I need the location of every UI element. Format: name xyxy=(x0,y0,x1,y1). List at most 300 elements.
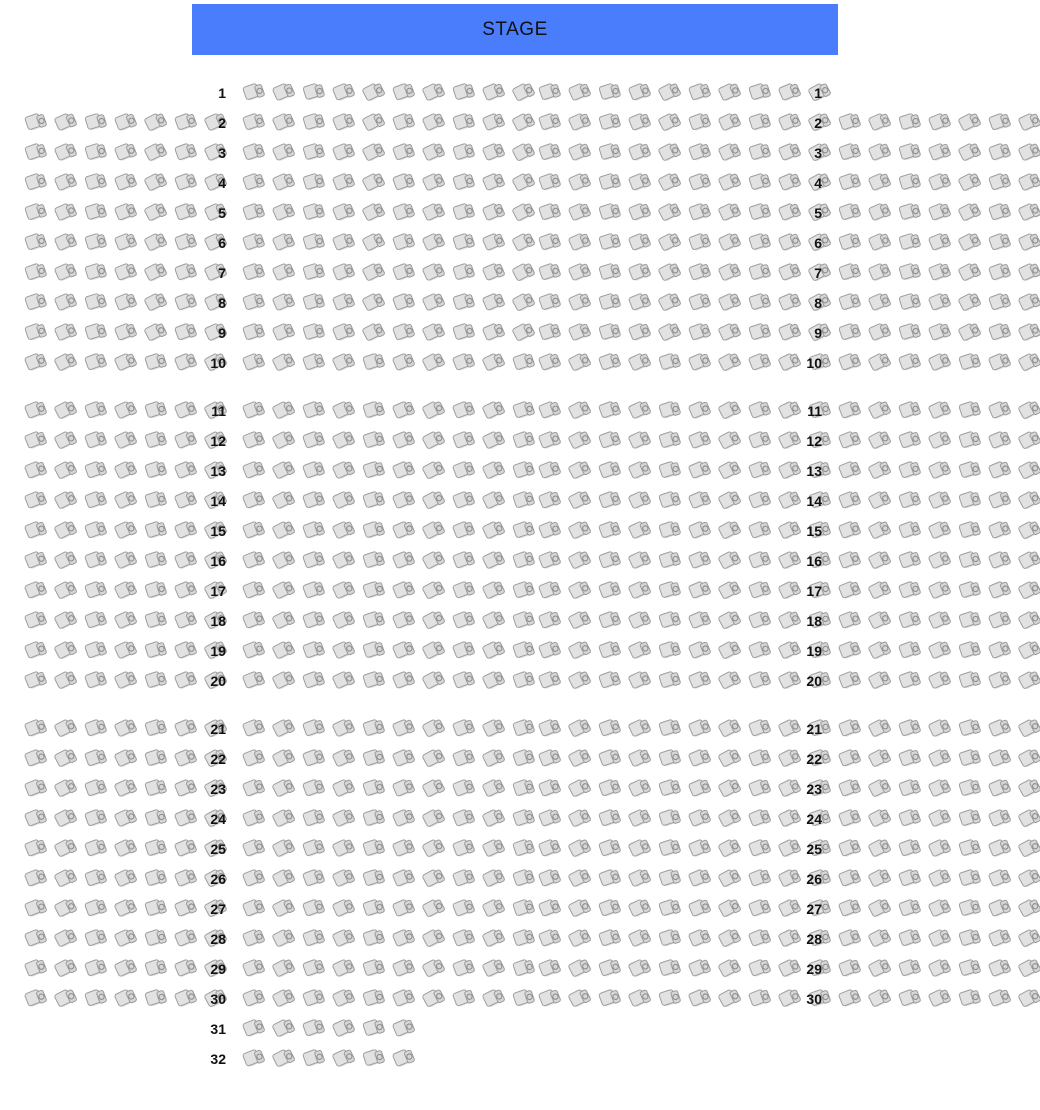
seat-icon[interactable] xyxy=(420,606,450,636)
seat-icon[interactable] xyxy=(142,804,172,834)
seat-icon[interactable] xyxy=(716,834,746,864)
seat-icon[interactable] xyxy=(536,486,566,516)
seat-icon[interactable] xyxy=(450,516,480,546)
seat-icon[interactable] xyxy=(480,714,510,744)
seat-icon[interactable] xyxy=(240,546,270,576)
seat-icon[interactable] xyxy=(112,666,142,696)
seat-icon[interactable] xyxy=(746,486,776,516)
seat-icon[interactable] xyxy=(686,288,716,318)
seat-group-far-right[interactable] xyxy=(836,546,1040,576)
seat-icon[interactable] xyxy=(596,198,626,228)
seat-icon[interactable] xyxy=(686,138,716,168)
seat-icon[interactable] xyxy=(686,168,716,198)
seat-icon[interactable] xyxy=(626,78,656,108)
seat-group-center[interactable] xyxy=(240,744,540,774)
seat-icon[interactable] xyxy=(716,138,746,168)
seat-group-right[interactable] xyxy=(536,108,836,138)
seat-icon[interactable] xyxy=(82,456,112,486)
seat-icon[interactable] xyxy=(956,864,986,894)
seat-icon[interactable] xyxy=(836,954,866,984)
seat-icon[interactable] xyxy=(172,576,202,606)
seat-icon[interactable] xyxy=(240,168,270,198)
seat-icon[interactable] xyxy=(686,546,716,576)
seat-icon[interactable] xyxy=(52,924,82,954)
seat-icon[interactable] xyxy=(172,606,202,636)
seat-icon[interactable] xyxy=(52,426,82,456)
seat-icon[interactable] xyxy=(836,318,866,348)
seat-icon[interactable] xyxy=(626,396,656,426)
seat-icon[interactable] xyxy=(480,396,510,426)
seat-icon[interactable] xyxy=(420,318,450,348)
seat-icon[interactable] xyxy=(536,894,566,924)
seat-icon[interactable] xyxy=(716,576,746,606)
seat-icon[interactable] xyxy=(836,108,866,138)
seat-icon[interactable] xyxy=(956,516,986,546)
seat-icon[interactable] xyxy=(1016,834,1040,864)
seat-icon[interactable] xyxy=(52,318,82,348)
seat-icon[interactable] xyxy=(420,198,450,228)
seat-icon[interactable] xyxy=(746,318,776,348)
seat-icon[interactable] xyxy=(52,396,82,426)
seat-icon[interactable] xyxy=(22,396,52,426)
seat-icon[interactable] xyxy=(866,348,896,378)
seat-icon[interactable] xyxy=(686,576,716,606)
seat-icon[interactable] xyxy=(270,516,300,546)
seat-icon[interactable] xyxy=(112,576,142,606)
seat-icon[interactable] xyxy=(390,198,420,228)
seat-icon[interactable] xyxy=(566,834,596,864)
seat-icon[interactable] xyxy=(686,396,716,426)
seat-icon[interactable] xyxy=(926,426,956,456)
seat-icon[interactable] xyxy=(172,348,202,378)
seat-icon[interactable] xyxy=(480,666,510,696)
seat-icon[interactable] xyxy=(626,258,656,288)
seat-group-center[interactable] xyxy=(240,606,540,636)
seat-icon[interactable] xyxy=(746,168,776,198)
seat-icon[interactable] xyxy=(420,984,450,1014)
seat-icon[interactable] xyxy=(52,774,82,804)
seat-icon[interactable] xyxy=(390,984,420,1014)
seat-icon[interactable] xyxy=(626,456,656,486)
seat-icon[interactable] xyxy=(360,198,390,228)
seat-icon[interactable] xyxy=(716,894,746,924)
seat-icon[interactable] xyxy=(240,894,270,924)
seat-icon[interactable] xyxy=(866,954,896,984)
seat-icon[interactable] xyxy=(926,348,956,378)
seat-icon[interactable] xyxy=(836,258,866,288)
seat-icon[interactable] xyxy=(82,864,112,894)
seat-icon[interactable] xyxy=(746,774,776,804)
seat-icon[interactable] xyxy=(866,138,896,168)
seat-icon[interactable] xyxy=(986,774,1016,804)
seat-icon[interactable] xyxy=(172,108,202,138)
seat-icon[interactable] xyxy=(270,666,300,696)
seat-icon[interactable] xyxy=(22,924,52,954)
seat-icon[interactable] xyxy=(746,924,776,954)
seat-icon[interactable] xyxy=(746,396,776,426)
seat-icon[interactable] xyxy=(896,924,926,954)
seat-icon[interactable] xyxy=(82,714,112,744)
seat-icon[interactable] xyxy=(240,636,270,666)
seat-icon[interactable] xyxy=(956,804,986,834)
seat-icon[interactable] xyxy=(986,288,1016,318)
seat-icon[interactable] xyxy=(172,666,202,696)
seat-icon[interactable] xyxy=(480,894,510,924)
seat-icon[interactable] xyxy=(142,864,172,894)
seat-group-center[interactable] xyxy=(240,168,540,198)
seat-icon[interactable] xyxy=(536,804,566,834)
seat-icon[interactable] xyxy=(142,894,172,924)
seat-icon[interactable] xyxy=(172,804,202,834)
seat-icon[interactable] xyxy=(52,456,82,486)
seat-icon[interactable] xyxy=(450,198,480,228)
seat-icon[interactable] xyxy=(986,804,1016,834)
seat-icon[interactable] xyxy=(626,318,656,348)
seat-icon[interactable] xyxy=(300,108,330,138)
seat-icon[interactable] xyxy=(536,426,566,456)
seat-icon[interactable] xyxy=(896,138,926,168)
seat-icon[interactable] xyxy=(926,744,956,774)
seat-icon[interactable] xyxy=(450,924,480,954)
seat-icon[interactable] xyxy=(896,318,926,348)
seat-icon[interactable] xyxy=(420,396,450,426)
seat-icon[interactable] xyxy=(240,456,270,486)
seat-icon[interactable] xyxy=(896,486,926,516)
seat-icon[interactable] xyxy=(330,714,360,744)
seat-icon[interactable] xyxy=(22,666,52,696)
seat-icon[interactable] xyxy=(240,804,270,834)
seat-icon[interactable] xyxy=(746,258,776,288)
seat-group-right[interactable] xyxy=(536,486,836,516)
seat-icon[interactable] xyxy=(626,666,656,696)
seat-icon[interactable] xyxy=(360,228,390,258)
seat-icon[interactable] xyxy=(82,258,112,288)
seat-icon[interactable] xyxy=(986,168,1016,198)
seat-group-center[interactable] xyxy=(240,1044,420,1074)
seat-icon[interactable] xyxy=(896,636,926,666)
seat-icon[interactable] xyxy=(536,864,566,894)
seat-icon[interactable] xyxy=(450,288,480,318)
seat-icon[interactable] xyxy=(956,486,986,516)
seat-icon[interactable] xyxy=(330,546,360,576)
seat-icon[interactable] xyxy=(360,318,390,348)
seat-icon[interactable] xyxy=(270,714,300,744)
seat-icon[interactable] xyxy=(172,714,202,744)
seat-icon[interactable] xyxy=(270,1044,300,1074)
seat-icon[interactable] xyxy=(596,924,626,954)
seat-icon[interactable] xyxy=(330,258,360,288)
seat-icon[interactable] xyxy=(986,606,1016,636)
seat-icon[interactable] xyxy=(1016,426,1040,456)
seat-icon[interactable] xyxy=(596,426,626,456)
seat-icon[interactable] xyxy=(22,198,52,228)
seat-group-far-right[interactable] xyxy=(836,774,1040,804)
seat-icon[interactable] xyxy=(566,516,596,546)
seat-icon[interactable] xyxy=(450,318,480,348)
seat-icon[interactable] xyxy=(82,744,112,774)
seat-icon[interactable] xyxy=(142,546,172,576)
seat-icon[interactable] xyxy=(836,804,866,834)
seat-group-center[interactable] xyxy=(240,864,540,894)
seat-icon[interactable] xyxy=(450,864,480,894)
seat-icon[interactable] xyxy=(82,984,112,1014)
seat-icon[interactable] xyxy=(390,456,420,486)
seat-icon[interactable] xyxy=(536,984,566,1014)
seat-icon[interactable] xyxy=(360,1014,390,1044)
seat-icon[interactable] xyxy=(926,396,956,426)
seat-icon[interactable] xyxy=(1016,864,1040,894)
seat-icon[interactable] xyxy=(480,804,510,834)
seat-icon[interactable] xyxy=(480,288,510,318)
seat-group-center[interactable] xyxy=(240,288,540,318)
seat-group-center[interactable] xyxy=(240,984,540,1014)
seat-icon[interactable] xyxy=(270,138,300,168)
seat-icon[interactable] xyxy=(686,804,716,834)
seat-icon[interactable] xyxy=(52,744,82,774)
seat-icon[interactable] xyxy=(836,516,866,546)
seat-icon[interactable] xyxy=(536,606,566,636)
seat-icon[interactable] xyxy=(626,198,656,228)
seat-icon[interactable] xyxy=(836,576,866,606)
seat-icon[interactable] xyxy=(566,606,596,636)
seat-icon[interactable] xyxy=(300,228,330,258)
seat-icon[interactable] xyxy=(420,426,450,456)
seat-icon[interactable] xyxy=(142,288,172,318)
seat-icon[interactable] xyxy=(450,348,480,378)
seat-group-far-right[interactable] xyxy=(836,606,1040,636)
seat-icon[interactable] xyxy=(480,606,510,636)
seat-icon[interactable] xyxy=(836,486,866,516)
seat-icon[interactable] xyxy=(596,864,626,894)
seat-icon[interactable] xyxy=(566,924,596,954)
seat-icon[interactable] xyxy=(22,606,52,636)
seat-icon[interactable] xyxy=(82,804,112,834)
seat-icon[interactable] xyxy=(716,546,746,576)
seat-icon[interactable] xyxy=(300,318,330,348)
seat-icon[interactable] xyxy=(686,486,716,516)
seat-icon[interactable] xyxy=(536,954,566,984)
seat-icon[interactable] xyxy=(420,258,450,288)
seat-icon[interactable] xyxy=(112,864,142,894)
seat-icon[interactable] xyxy=(142,576,172,606)
seat-icon[interactable] xyxy=(360,576,390,606)
seat-icon[interactable] xyxy=(596,744,626,774)
seat-icon[interactable] xyxy=(746,894,776,924)
seat-icon[interactable] xyxy=(270,834,300,864)
seat-icon[interactable] xyxy=(746,744,776,774)
seat-icon[interactable] xyxy=(746,576,776,606)
seat-icon[interactable] xyxy=(450,636,480,666)
seat-icon[interactable] xyxy=(390,486,420,516)
seat-icon[interactable] xyxy=(450,714,480,744)
seat-group-right[interactable] xyxy=(536,954,836,984)
seat-icon[interactable] xyxy=(596,576,626,606)
seat-icon[interactable] xyxy=(82,288,112,318)
seat-icon[interactable] xyxy=(566,288,596,318)
seat-icon[interactable] xyxy=(566,744,596,774)
seat-icon[interactable] xyxy=(626,804,656,834)
seat-icon[interactable] xyxy=(656,318,686,348)
seat-icon[interactable] xyxy=(836,396,866,426)
seat-icon[interactable] xyxy=(746,228,776,258)
seat-icon[interactable] xyxy=(626,486,656,516)
seat-icon[interactable] xyxy=(926,486,956,516)
seat-group-right[interactable] xyxy=(536,138,836,168)
seat-group-far-right[interactable] xyxy=(836,348,1040,378)
seat-icon[interactable] xyxy=(686,228,716,258)
seat-icon[interactable] xyxy=(420,714,450,744)
seat-icon[interactable] xyxy=(300,456,330,486)
seat-icon[interactable] xyxy=(480,258,510,288)
seat-icon[interactable] xyxy=(52,894,82,924)
seat-icon[interactable] xyxy=(300,1044,330,1074)
seat-icon[interactable] xyxy=(656,924,686,954)
seat-icon[interactable] xyxy=(1016,954,1040,984)
seat-icon[interactable] xyxy=(172,426,202,456)
seat-icon[interactable] xyxy=(986,894,1016,924)
seat-icon[interactable] xyxy=(82,636,112,666)
seat-icon[interactable] xyxy=(112,984,142,1014)
seat-icon[interactable] xyxy=(686,774,716,804)
seat-icon[interactable] xyxy=(390,1014,420,1044)
seat-icon[interactable] xyxy=(480,228,510,258)
seat-icon[interactable] xyxy=(142,714,172,744)
seat-icon[interactable] xyxy=(52,666,82,696)
seat-icon[interactable] xyxy=(566,546,596,576)
seat-icon[interactable] xyxy=(112,774,142,804)
seat-icon[interactable] xyxy=(240,198,270,228)
seat-icon[interactable] xyxy=(270,288,300,318)
seat-icon[interactable] xyxy=(866,486,896,516)
seat-icon[interactable] xyxy=(420,288,450,318)
seat-icon[interactable] xyxy=(240,864,270,894)
seat-icon[interactable] xyxy=(360,834,390,864)
seat-icon[interactable] xyxy=(746,516,776,546)
seat-icon[interactable] xyxy=(172,744,202,774)
seat-icon[interactable] xyxy=(450,984,480,1014)
seat-icon[interactable] xyxy=(926,258,956,288)
seat-group-center[interactable] xyxy=(240,456,540,486)
seat-icon[interactable] xyxy=(716,666,746,696)
seat-group-far-right[interactable] xyxy=(836,666,1040,696)
seat-icon[interactable] xyxy=(1016,714,1040,744)
seat-icon[interactable] xyxy=(240,108,270,138)
seat-group-right[interactable] xyxy=(536,546,836,576)
seat-icon[interactable] xyxy=(240,396,270,426)
seat-icon[interactable] xyxy=(1016,984,1040,1014)
seat-icon[interactable] xyxy=(926,456,956,486)
seat-icon[interactable] xyxy=(22,546,52,576)
seat-icon[interactable] xyxy=(896,894,926,924)
seat-icon[interactable] xyxy=(536,348,566,378)
seat-icon[interactable] xyxy=(566,894,596,924)
seat-icon[interactable] xyxy=(686,516,716,546)
seat-icon[interactable] xyxy=(866,318,896,348)
seat-icon[interactable] xyxy=(536,318,566,348)
seat-icon[interactable] xyxy=(536,228,566,258)
seat-icon[interactable] xyxy=(270,348,300,378)
seat-icon[interactable] xyxy=(360,894,390,924)
seat-icon[interactable] xyxy=(480,744,510,774)
seat-icon[interactable] xyxy=(1016,228,1040,258)
seat-group-center[interactable] xyxy=(240,894,540,924)
seat-icon[interactable] xyxy=(626,714,656,744)
seat-icon[interactable] xyxy=(866,606,896,636)
seat-icon[interactable] xyxy=(986,348,1016,378)
seat-icon[interactable] xyxy=(112,258,142,288)
seat-icon[interactable] xyxy=(566,984,596,1014)
seat-icon[interactable] xyxy=(746,288,776,318)
seat-icon[interactable] xyxy=(896,744,926,774)
seat-icon[interactable] xyxy=(986,318,1016,348)
seat-icon[interactable] xyxy=(626,894,656,924)
seat-icon[interactable] xyxy=(626,228,656,258)
seat-icon[interactable] xyxy=(270,954,300,984)
seat-icon[interactable] xyxy=(390,834,420,864)
seat-icon[interactable] xyxy=(656,516,686,546)
seat-icon[interactable] xyxy=(390,396,420,426)
seat-icon[interactable] xyxy=(82,198,112,228)
seat-group-far-right[interactable] xyxy=(836,984,1040,1014)
seat-icon[interactable] xyxy=(566,396,596,426)
seat-icon[interactable] xyxy=(112,228,142,258)
seat-icon[interactable] xyxy=(172,288,202,318)
seat-icon[interactable] xyxy=(112,804,142,834)
seat-icon[interactable] xyxy=(716,714,746,744)
seat-icon[interactable] xyxy=(112,834,142,864)
seat-icon[interactable] xyxy=(836,546,866,576)
seat-icon[interactable] xyxy=(420,636,450,666)
seat-icon[interactable] xyxy=(300,834,330,864)
seat-icon[interactable] xyxy=(420,894,450,924)
seat-icon[interactable] xyxy=(596,138,626,168)
seat-icon[interactable] xyxy=(480,198,510,228)
seat-group-center[interactable] xyxy=(240,516,540,546)
seat-group-center[interactable] xyxy=(240,924,540,954)
seat-icon[interactable] xyxy=(330,396,360,426)
seat-icon[interactable] xyxy=(390,426,420,456)
seat-icon[interactable] xyxy=(956,834,986,864)
seat-icon[interactable] xyxy=(450,138,480,168)
seat-icon[interactable] xyxy=(566,774,596,804)
seat-icon[interactable] xyxy=(596,546,626,576)
seat-icon[interactable] xyxy=(596,456,626,486)
seat-icon[interactable] xyxy=(450,456,480,486)
seat-group-right[interactable] xyxy=(536,894,836,924)
seat-icon[interactable] xyxy=(360,516,390,546)
seat-icon[interactable] xyxy=(686,834,716,864)
seat-icon[interactable] xyxy=(626,168,656,198)
seat-icon[interactable] xyxy=(716,318,746,348)
seat-icon[interactable] xyxy=(300,198,330,228)
seat-icon[interactable] xyxy=(390,924,420,954)
seat-icon[interactable] xyxy=(596,168,626,198)
seat-icon[interactable] xyxy=(240,228,270,258)
seat-icon[interactable] xyxy=(112,954,142,984)
seat-icon[interactable] xyxy=(450,804,480,834)
seat-icon[interactable] xyxy=(52,138,82,168)
seat-icon[interactable] xyxy=(22,288,52,318)
seat-group-center[interactable] xyxy=(240,258,540,288)
seat-icon[interactable] xyxy=(716,198,746,228)
seat-icon[interactable] xyxy=(172,984,202,1014)
seat-icon[interactable] xyxy=(926,894,956,924)
seat-icon[interactable] xyxy=(956,138,986,168)
seat-icon[interactable] xyxy=(986,108,1016,138)
seat-icon[interactable] xyxy=(566,486,596,516)
seat-icon[interactable] xyxy=(836,168,866,198)
seat-icon[interactable] xyxy=(360,168,390,198)
